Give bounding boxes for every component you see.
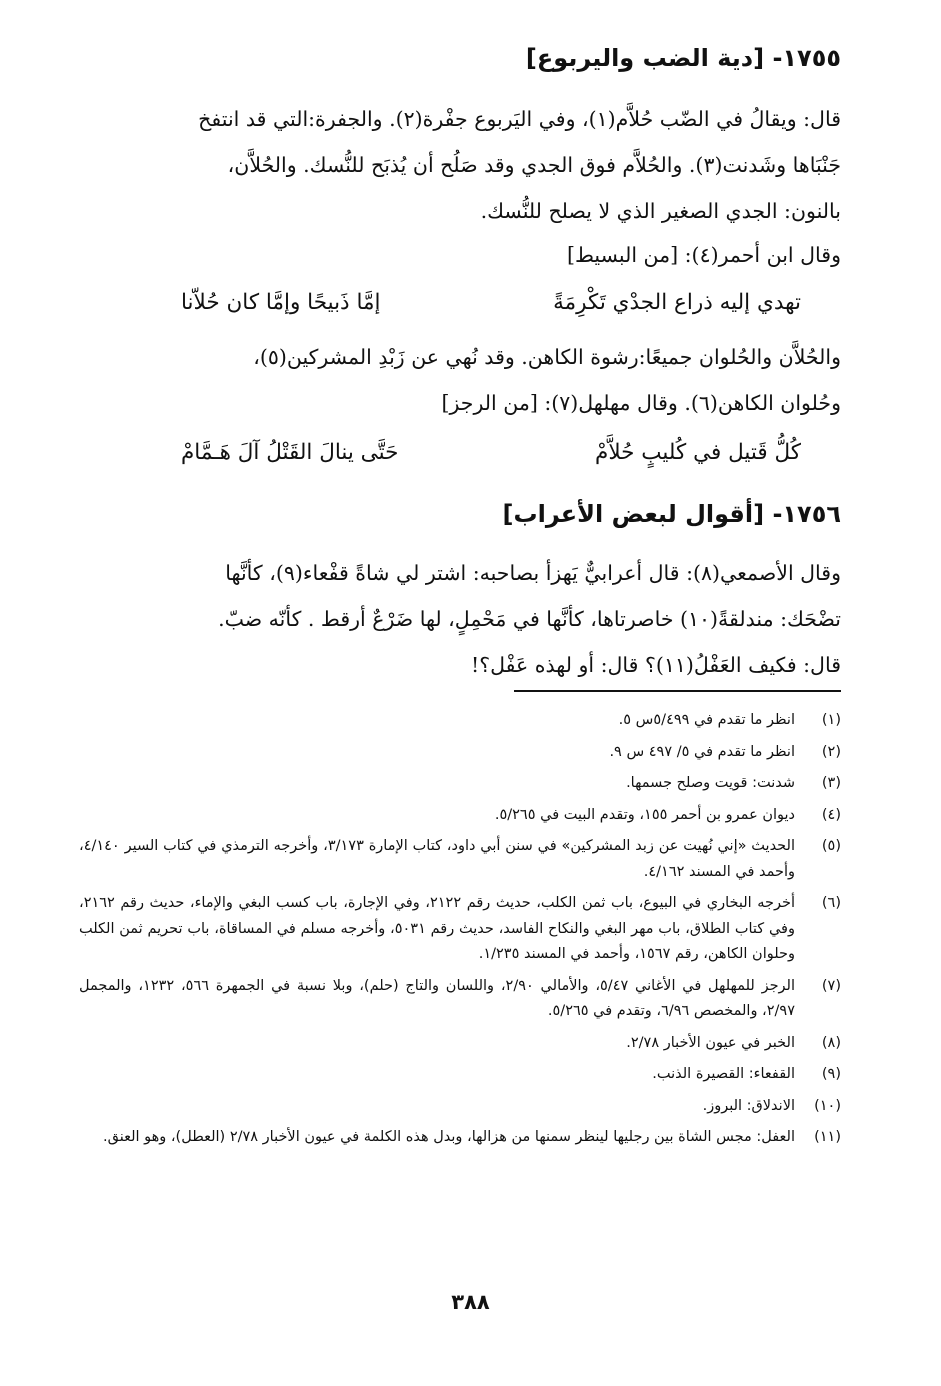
text-line: قال: ويقالُ في الضّب حُلاَّم(١)، وفي اليَربوع جفْرة(٢). والجفرة:التي قد انتفخ: [198, 107, 841, 131]
footnote-number: (١١): [814, 1129, 841, 1145]
footnote: [79, 1094, 841, 1120]
footnote-number: (٥): [821, 838, 841, 854]
footnote-number: (١): [821, 712, 841, 728]
footnote: [79, 891, 841, 968]
footnote-text: شدنت: قويت وصلح جسمها.: [626, 775, 795, 791]
text-line: وحُلوان الكاهن(٦). وقال مهلهل(٧): [من الرجز]: [441, 391, 841, 415]
text-line: تضْحَك: مندلقةً(١٠) خاصرتاها، كأنَّها في مَحْمِلٍ، لها ضَرْعٌ أرقط . كأنّه ضبّ.: [218, 607, 841, 631]
paragraph-2: [101, 334, 841, 426]
text-line: جَنْبَاها وشَدنت(٣). والحُلاَّم فوق الجدي وقد صَلُح أن يُذبَح للنُّسك. والحُلاَّن،: [227, 153, 841, 177]
section-1755: [101, 42, 841, 74]
footnote: [79, 974, 841, 1025]
footnote: [79, 1125, 841, 1151]
footnotes: [79, 708, 841, 1157]
text-line: والحُلاَّن والحُلوان جميعًا:رشوة الكاهن. وقد نُهي عن زَبْدِ المشركين(٥)،: [253, 345, 841, 369]
verse-line: [101, 430, 841, 476]
paragraph-1: [101, 96, 841, 234]
footnote-text: الرجز للمهلهل في الأغاني ٥/٤٧، والأمالي ٢/٩٠، واللسان والتاج (حلم)، وبلا نسبة في الجمهرة ٥٦٦، ١٢٣٢، والمجمل ٢/٩٧، والمخصص ٦/٩٦، وتقدم في ٥/٢٦٥.: [79, 977, 795, 1019]
footnote-text: الحديث «إني نُهيت عن زبد المشركين» في سنن أبي داود، كتاب الإمارة ٣/١٧٣، وأخرجه الترمذي في كتاب السير ٤/١٤٠، وأحمد في المسند ٤/١٦٢.: [79, 838, 795, 880]
footnote: [79, 708, 841, 734]
footnote: [79, 771, 841, 797]
paragraph-3-text: [101, 550, 841, 688]
footnote: [79, 834, 841, 885]
footnote-text: الاندلاق: البروز.: [702, 1097, 795, 1114]
verse-first-hemistich: تهدي إليه ذراع الجدْي تَكْرِمَةً: [553, 290, 801, 315]
verse-1: [101, 280, 841, 326]
footnote: [79, 1062, 841, 1088]
footnote-number: (٧): [821, 977, 841, 994]
footnote-text: العفل: مجس الشاة بين رجليها لينظر سمنها من هزالها، وبدل هذه الكلمة في عيون الأخبار ٢/٧٨ (العطل)، وهو العنق.: [103, 1129, 795, 1145]
footnote-number: (٣): [821, 775, 841, 791]
page-number: ٣٨٨: [451, 1290, 490, 1314]
footnote-number: (٩): [821, 1066, 841, 1082]
paragraph-1-text: [101, 96, 841, 234]
verse-intro-1: [101, 232, 841, 278]
footnote-text: ديوان عمرو بن أحمر ١٥٥، وتقدم البيت في ٥/٢٦٥.: [494, 806, 795, 823]
footnote-divider: [514, 690, 841, 692]
paragraph-3: [101, 550, 841, 688]
footnote-number: (٨): [821, 1034, 841, 1051]
text-line: وقال الأصمعي(٨): قال أعرابيٌّ يَهزأ بصاحبه: اشتر لي شاةً قفْعاء(٩)، كأنَّها: [225, 561, 841, 585]
footnote-text: الخبر في عيون الأخبار ٢/٧٨.: [626, 1034, 795, 1051]
footnote-text: انظر ما تقدم في ٥/ ٤٩٧ س ٩.: [609, 743, 795, 760]
section-heading-1755: ١٧٥٥- [دية الضب واليربوع]: [525, 44, 841, 72]
footnote: [79, 740, 841, 766]
footnote-number: (١٠): [814, 1097, 841, 1114]
verse-first-hemistich: كُلُّ قَتيل في كُليبٍ حُلاَّمْ: [595, 440, 801, 465]
footnote-text: أخرجه البخاري في البيوع، باب ثمن الكلب، حديث رقم ٢١٢٢، وفي الإجارة، باب كسب البغي والإماء، حديث رقم ٢١٦٢، وفي كتاب الطلاق، باب مهر البغي والنكاح الفاسد، حديث رقم ٥٠٣١، وأخرجه مسلم في المساقاة، باب تحريم ثمن الكلب وحلوان الكاهن، رقم ١٥٦٧، وأحمد في المسند ١/٢٣٥.: [79, 895, 795, 962]
footnote-text: القفعاء: القصيرة الذنب.: [652, 1066, 795, 1082]
text-line: بالنون: الجدي الصغير الذي لا يصلح للنُّسك.: [480, 199, 841, 223]
section-1756: [101, 498, 841, 530]
verse-2: [101, 430, 841, 476]
paragraph-2-text: [101, 334, 841, 426]
footnote-text: انظر ما تقدم في ٥/٤٩٩س ٥.: [618, 712, 795, 728]
section-heading-1756: ١٧٥٦- [أقوال لبعض الأعراب]: [502, 500, 841, 528]
verse-second-hemistich: حَتَّى ينالَ القَتْلُ آلَ هَـمَّامْ: [181, 440, 399, 465]
footnote: [79, 1031, 841, 1057]
footnote-number: (٤): [821, 806, 841, 823]
verse-line: [101, 280, 841, 326]
footnote: [79, 803, 841, 829]
footnote-number: (٢): [821, 743, 841, 760]
text-line: قال: فكيف العَفْلُ(١١)؟ قال: أو لهذه عَفْل؟!: [471, 653, 841, 677]
verse-second-hemistich: إمَّا ذَبيحًا وإمَّا كان حُلاّنا: [181, 290, 381, 315]
verse-intro-text: وقال ابن أحمر(٤): [من البسيط]: [566, 243, 841, 267]
footnote-number: (٦): [821, 895, 841, 911]
